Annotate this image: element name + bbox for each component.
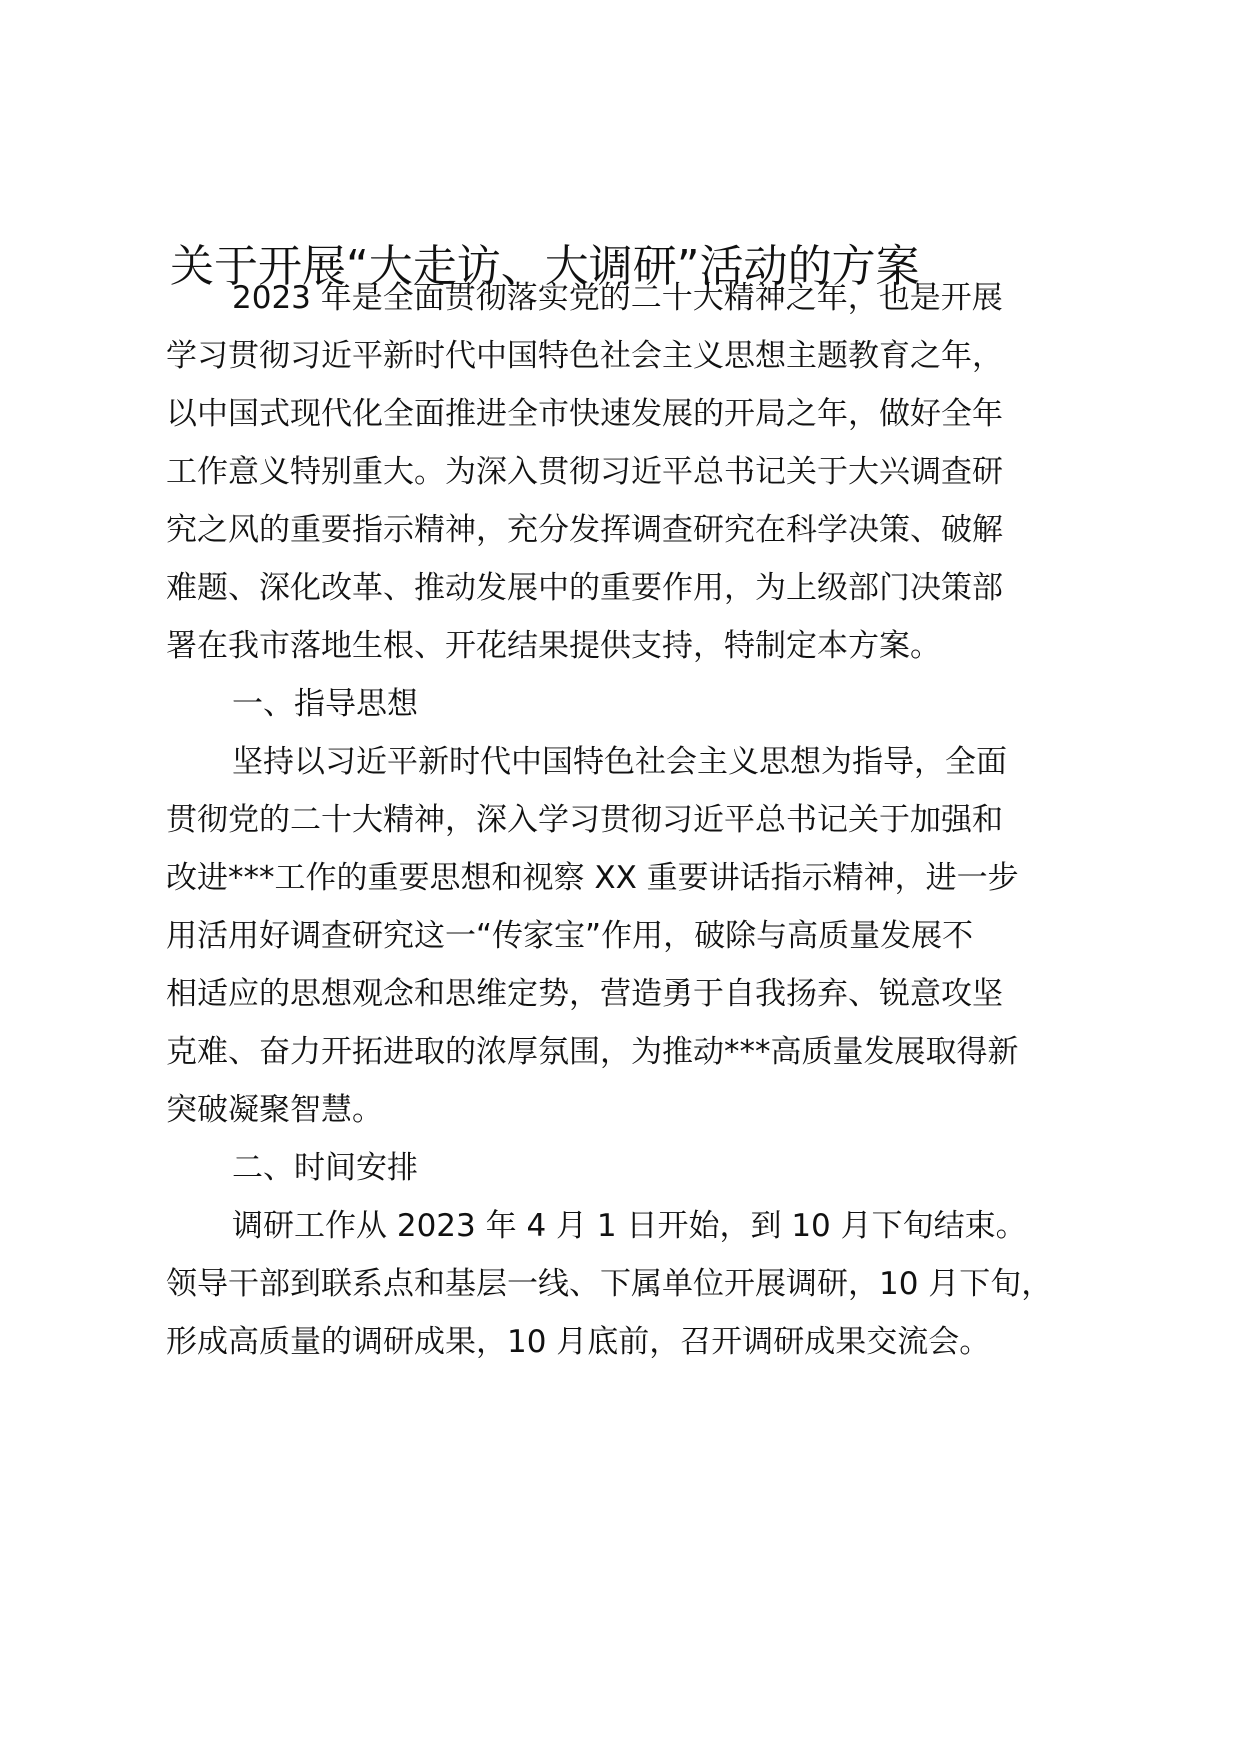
section2-line: 形成高质量的调研成果，10 月底前，召开调研成果交流会。	[166, 1324, 991, 1360]
section1-line: 改进***工作的重要思想和视察 XX 重要讲话指示精神，进一步	[166, 860, 1019, 896]
section2-line: 调研工作从 2023 年 4 月 1 日开始，到 10 月下旬结束。	[232, 1208, 1027, 1244]
section1-line: 贯彻党的二十大精神，深入学习贯彻习近平总书记关于加强和	[166, 802, 1003, 838]
document-title: 关于开展“大走访、大调研”活动的方案	[170, 241, 920, 292]
section-heading-guiding-ideology: 一、指导思想	[232, 686, 418, 722]
section1-line: 相适应的思想观念和思维定势，营造勇于自我扬弃、锐意攻坚	[166, 976, 1003, 1012]
section2-line: 领导干部到联系点和基层一线、下属单位开展调研，10 月下旬，	[166, 1266, 1053, 1302]
intro-line: 难题、深化改革、推动发展中的重要作用，为上级部门决策部	[166, 570, 1003, 606]
section1-line: 用活用好调查研究这一“传家宝”作用，破除与高质量发展不	[166, 918, 974, 954]
section1-line: 坚持以习近平新时代中国特色社会主义思想为指导，全面	[232, 744, 1007, 780]
intro-line: 学习贯彻习近平新时代中国特色社会主义思想主题教育之年，	[166, 338, 1003, 374]
section1-line: 突破凝聚智慧。	[166, 1092, 383, 1128]
section-heading-schedule: 二、时间安排	[232, 1150, 418, 1186]
intro-line: 署在我市落地生根、开花结果提供支持，特制定本方案。	[166, 628, 941, 664]
intro-line: 2023 年是全面贯彻落实党的二十大精神之年，也是开展	[232, 280, 1003, 316]
section1-line: 克难、奋力开拓进取的浓厚氛围，为推动***高质量发展取得新	[166, 1034, 1019, 1070]
intro-line: 究之风的重要指示精神，充分发挥调查研究在科学决策、破解	[166, 512, 1003, 548]
intro-line: 工作意义特别重大。为深入贯彻习近平总书记关于大兴调查研	[166, 454, 1003, 490]
intro-line: 以中国式现代化全面推进全市快速发展的开局之年，做好全年	[166, 396, 1003, 432]
